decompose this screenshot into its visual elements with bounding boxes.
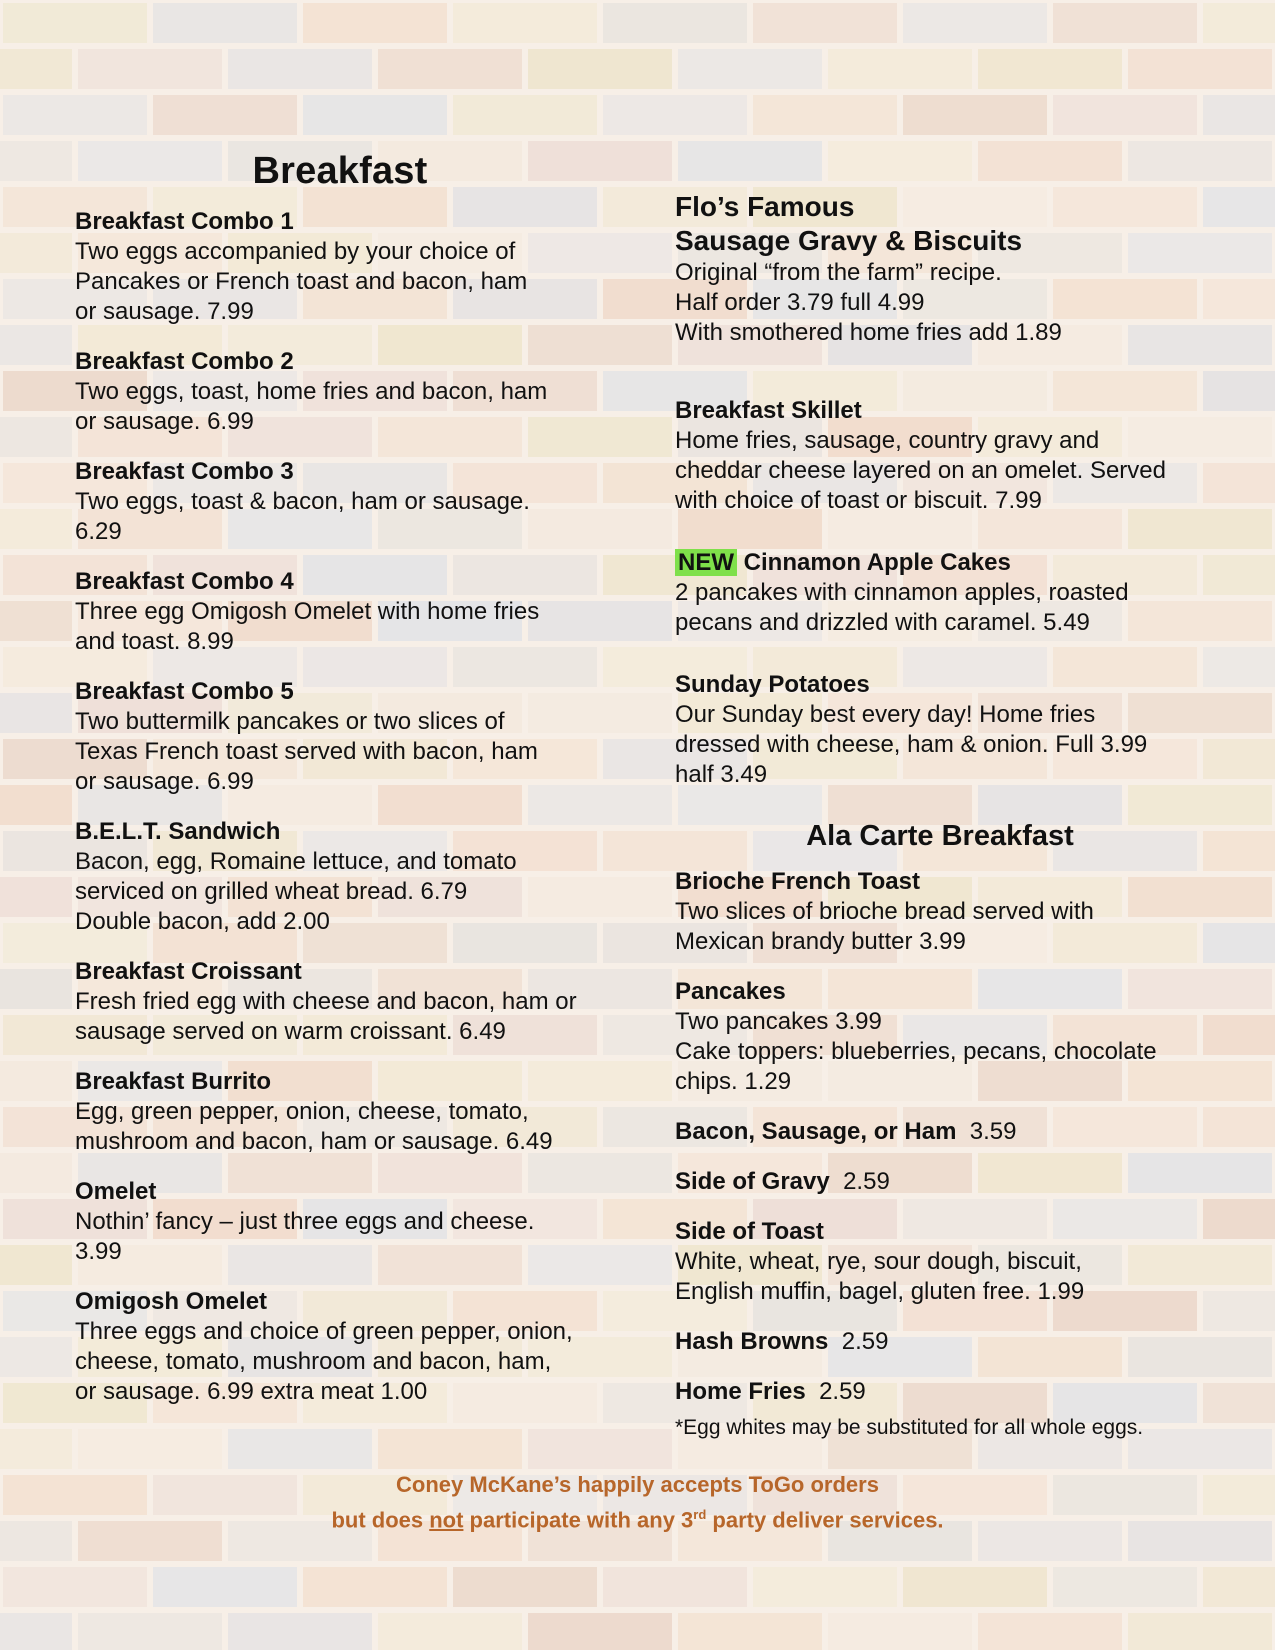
notice-superscript: rd: [693, 1507, 707, 1522]
item-name: Sunday Potatoes: [675, 671, 870, 698]
description-line: Bacon, egg, Romaine lettuce, and tomato: [75, 848, 517, 875]
item-name: Breakfast Combo 2: [75, 348, 294, 375]
description-line: Mexican brandy butter 3.99: [675, 928, 966, 955]
egg-whites-footnote: *Egg whites may be substituted for all whole eggs.: [675, 1416, 1144, 1439]
togo-notice-line-2: [0, 1500, 1275, 1535]
item-name: Sausage Gravy & Biscuits: [675, 225, 1023, 256]
item-description: [75, 1207, 615, 1267]
item-description: [675, 1007, 1215, 1097]
description-line: sausage served on warm croissant. 6.49: [75, 1018, 506, 1045]
item-description: [75, 377, 615, 437]
menu-item-home-fries: [675, 1377, 1215, 1407]
togo-notice: [0, 1470, 1275, 1535]
item-name: Brioche French Toast: [675, 868, 920, 895]
specials-column: [675, 190, 1215, 1441]
item-name: [675, 1117, 1215, 1147]
description-line: Home fries, sausage, country gravy and: [675, 427, 1100, 454]
description-line: Two eggs accompanied by your choice of: [75, 238, 516, 265]
item-description: [75, 237, 615, 327]
menu-item-sunday-potatoes: [675, 670, 1215, 790]
item-price: 2.59: [841, 1328, 889, 1355]
item-description: [675, 426, 1215, 516]
item-price: 2.59: [819, 1378, 866, 1405]
item-name: Breakfast Croissant: [75, 958, 302, 985]
item-name-text: Bacon, Sausage, or Ham: [675, 1118, 957, 1145]
description-line: Two pancakes 3.99: [675, 1008, 882, 1035]
item-name: Breakfast Combo 5: [75, 678, 294, 705]
notice-text: party deliver services.: [706, 1507, 944, 1533]
description-line: Our Sunday best every day! Home fries: [675, 701, 1096, 728]
description-line: Cake toppers: blueberries, pecans, chocolate: [675, 1038, 1157, 1065]
new-badge: NEW: [675, 549, 737, 576]
notice-emphasis: not: [429, 1507, 464, 1533]
description-line: 3.99: [75, 1238, 122, 1265]
item-description: [675, 897, 1215, 957]
togo-notice-line-1: Coney McKane’s happily accepts ToGo orders: [396, 1472, 879, 1497]
item-description: [75, 707, 615, 797]
item-name: Breakfast Skillet: [675, 397, 862, 424]
menu-item-flos-gravy-biscuits: [675, 190, 1215, 348]
menu-item-side-of-toast: [675, 1217, 1215, 1307]
item-name-text: Hash Browns: [675, 1328, 829, 1355]
menu-item-bacon-sausage-ham: [675, 1117, 1215, 1147]
menu-item: [75, 207, 615, 327]
description-line: mushroom and bacon, ham or sausage. 6.49: [75, 1128, 553, 1155]
description-line: Egg, green pepper, onion, cheese, tomato,: [75, 1098, 529, 1125]
menu-item-cinnamon-apple-cakes: [675, 548, 1215, 638]
item-name: [675, 1327, 1215, 1357]
description-line: cheese, tomato, mushroom and bacon, ham,: [75, 1348, 552, 1375]
description-line: pecans and drizzled with caramel. 5.49: [675, 609, 1090, 636]
description-line: Original “from the farm” recipe.: [675, 259, 1002, 286]
menu-item: [75, 677, 615, 797]
item-name: [675, 548, 1215, 578]
ala-carte-title: Ala Carte Breakfast: [806, 820, 1074, 852]
item-name: Side of Toast: [675, 1218, 824, 1245]
description-line: Pancakes or French toast and bacon, ham: [75, 268, 528, 295]
description-line: or sausage. 6.99: [75, 768, 254, 795]
item-description: [675, 1247, 1215, 1307]
item-description: [75, 1317, 615, 1407]
description-line: or sausage. 6.99 extra meat 1.00: [75, 1378, 428, 1405]
menu-item-hash-browns: [675, 1327, 1215, 1357]
item-description: [75, 487, 615, 547]
breakfast-items: [75, 207, 615, 1407]
item-name: Breakfast Combo 1: [75, 208, 294, 235]
description-line: or sausage. 6.99: [75, 408, 254, 435]
menu-item-breakfast-skillet: [675, 396, 1215, 516]
item-name: Flo’s Famous: [675, 191, 855, 222]
item-name-text: Side of Gravy: [675, 1168, 830, 1195]
description-line: Two slices of brioche bread served with: [675, 898, 1094, 925]
item-description: [75, 597, 615, 657]
item-price: 2.59: [843, 1168, 890, 1195]
description-line: 6.29: [75, 518, 122, 545]
breakfast-title: Breakfast: [252, 150, 428, 192]
description-line: 2 pancakes with cinnamon apples, roasted: [675, 579, 1129, 606]
item-name: Breakfast Combo 4: [75, 568, 294, 595]
item-name: [675, 1167, 1215, 1197]
notice-text: but does: [331, 1507, 430, 1533]
description-line: serviced on grilled wheat bread. 6.79: [75, 878, 468, 905]
description-line: White, wheat, rye, sour dough, biscuit,: [675, 1248, 1082, 1275]
description-line: Three egg Omigosh Omelet with home fries: [75, 598, 540, 625]
item-name: Breakfast Burrito: [75, 1068, 272, 1095]
description-line: Three eggs and choice of green pepper, onion,: [75, 1318, 573, 1345]
description-line: half 3.49: [675, 761, 768, 788]
menu-item: [75, 347, 615, 437]
menu-item-brioche-french-toast: [675, 867, 1215, 957]
item-description: [675, 258, 1215, 348]
menu-item: [75, 457, 615, 547]
item-name: [675, 1377, 1215, 1407]
item-name: Breakfast Combo 3: [75, 458, 294, 485]
item-name: Pancakes: [675, 978, 786, 1005]
menu-item: [75, 1067, 615, 1157]
item-name-text: Home Fries: [675, 1378, 806, 1405]
item-name-text: Cinnamon Apple Cakes: [743, 549, 1011, 576]
description-line: with choice of toast or biscuit. 7.99: [675, 487, 1042, 514]
item-name: Omelet: [75, 1178, 157, 1205]
description-line: chips. 1.29: [675, 1068, 792, 1095]
item-price: 3.59: [969, 1118, 1017, 1145]
item-description: [675, 578, 1215, 638]
menu-item-pancakes: [675, 977, 1215, 1097]
description-line: Two eggs, toast & bacon, ham or sausage.: [75, 488, 530, 515]
description-line: Double bacon, add 2.00: [75, 908, 330, 935]
description-line: Texas French toast served with bacon, ham: [75, 738, 538, 765]
menu-item: [75, 1287, 615, 1407]
description-line: Two buttermilk pancakes or two slices of: [75, 708, 505, 735]
menu-item: [75, 567, 615, 657]
menu-item: [75, 817, 615, 937]
description-line: With smothered home fries add 1.89: [675, 319, 1062, 346]
description-line: or sausage. 7.99: [75, 298, 254, 325]
menu-item: [75, 1177, 615, 1267]
description-line: and toast. 8.99: [75, 628, 234, 655]
item-description: [675, 700, 1215, 790]
item-description: [75, 847, 615, 937]
description-line: Fresh fried egg with cheese and bacon, ham or: [75, 988, 577, 1015]
item-name: Omigosh Omelet: [75, 1288, 268, 1315]
description-line: Two eggs, toast, home fries and bacon, ham: [75, 378, 548, 405]
description-line: Nothin’ fancy – just three eggs and cheese.: [75, 1208, 535, 1235]
menu-item: [75, 957, 615, 1047]
item-description: [75, 987, 615, 1047]
description-line: English muffin, bagel, gluten free. 1.99: [675, 1278, 1085, 1305]
description-line: Half order 3.79 full 4.99: [675, 289, 925, 316]
menu-item-side-of-gravy: [675, 1167, 1215, 1197]
description-line: cheddar cheese layered on an omelet. Served: [675, 457, 1166, 484]
item-name: B.E.L.T. Sandwich: [75, 818, 281, 845]
breakfast-column: [75, 150, 615, 1427]
item-description: [75, 1097, 615, 1157]
description-line: dressed with cheese, ham & onion. Full 3.99: [675, 731, 1148, 758]
notice-text: participate with any 3: [463, 1507, 694, 1533]
